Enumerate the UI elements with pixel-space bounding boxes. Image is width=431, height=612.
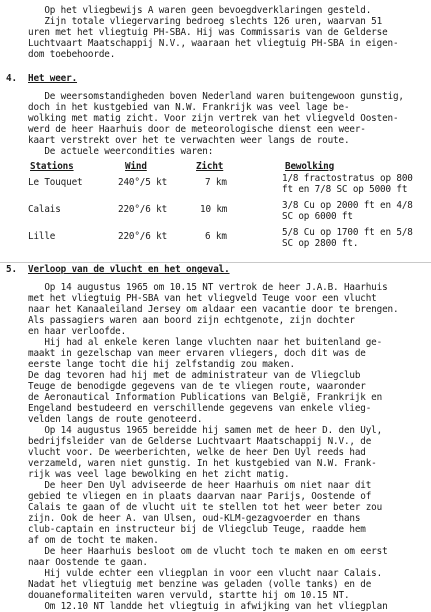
weather-line: wolking met matig zicht. Voor zijn vertrek van het vliegveld Oosten- [28,113,399,124]
narrative-line: Hij vulde echter een vliegplan in voor een vlucht naar Calais. [28,568,383,579]
table-header-wind: Wind [125,161,147,172]
table-header-stations: Stations [30,161,74,172]
narrative-line: Engeland bestudeerd en verschillende gegevens van enkele vlieg- [28,403,372,414]
narrative-line: de Aeronautical Information Publications van België, Frankrijk en [28,392,383,403]
table-cell-zicht: 10 km [200,204,228,215]
narrative-line: eerste lange tocht die hij zelfstandig zou maken. [28,359,295,370]
intro-line: Op het vliegbewijs A waren geen bevoegdverklaringen gesteld. [28,5,372,16]
weather-line: De weersomstandigheden boven Nederland waren buitengewoon gunstig, [28,91,404,102]
intro-line: dom toebehoorde. [28,49,116,60]
narrative-line: rijk was veel lage bewolking en het zicht matig. [28,469,290,480]
section-4-number: 4. [6,73,17,84]
narrative-line: Als passagiers waren aan boord zijn echtgenote, zijn dochter [28,315,355,326]
table-cell-bewolking: SC op 6000 ft [282,211,353,222]
narrative-line: Calais te gaan of de vlucht uit te stellen tot het weer beter zou [28,502,383,513]
narrative-line: De dag tevoren had hij met de administrateur van de Vliegclub [28,370,361,381]
table-cell-bewolking: 5/8 Cu op 1700 ft en 5/8 [282,227,413,238]
page-fold-line [0,262,431,263]
narrative-line: gebied te vliegen en in plaats daarvan naar Parijs, Oostende of [28,491,372,502]
narrative-line: De heer Haarhuis besloot om de vlucht toch te maken en om eerst [28,546,388,557]
table-cell-bewolking: 3/8 Cu op 2000 ft en 4/8 [282,200,413,211]
table-cell-wind: 240°/5 kt [118,177,168,188]
table-cell-bewolking: SC op 2800 ft. [282,238,359,249]
table-cell-bewolking: 1/8 fractostratus op 800 [282,173,413,184]
narrative-line: Op 14 augustus 1965 bereidde hij samen met de heer D. den Uyl, [28,425,383,436]
table-cell-wind: 220°/6 kt [118,231,168,242]
weather-line: doch in het kustgebied van N.W. Frankrijk was veel lage be- [28,102,350,113]
section-5-heading: Verloop van de vlucht en het ongeval. [28,264,230,275]
narrative-line: en haar verloofde. [28,326,127,337]
table-header-zicht: Zicht [196,161,224,172]
narrative-line: met het vliegtuig PH-SBA van het vliegveld Teuge voor een vlucht [28,293,377,304]
narrative-line: Op 14 augustus 1965 om 10.15 NT vertrok de heer J.A.B. Haarhuis [28,282,388,293]
table-cell-wind: 220°/6 kt [118,204,168,215]
table-cell-station: Calais [28,204,61,215]
narrative-line: af om de tocht te maken. [28,535,159,546]
narrative-line: club-captain en instructeur bij de Vliegclub Teuge, raadde hem [28,524,366,535]
table-cell-zicht: 6 km [205,231,227,242]
narrative-line: maakt in gezelschap van meer ervaren vliegers, doch dit was de [28,348,366,359]
table-cell-bewolking: ft en 7/8 SC op 5000 ft [282,184,408,195]
narrative-line: vlucht voor. De weerberichten, welke de heer Den Uyl reeds had [28,447,366,458]
narrative-line: naar het Kanaaleiland Jersey om aldaar een vacantie door te brengen. [28,304,399,315]
intro-line: Zijn totale vliegervaring bedroeg slechts 126 uren, waarvan 51 [28,16,383,27]
narrative-line: verzameld, waren niet gunstig. In het kustgebied van N.W. Frank- [28,458,377,469]
narrative-line: Nadat het vliegtuig met benzine was geladen (volle tanks) en de [28,579,372,590]
table-cell-zicht: 7 km [205,177,227,188]
narrative-line: bedrijfsleider van de Gelderse Luchtvaart Maatschappij N.V., de [28,436,372,447]
narrative-line: velden langs de route genoteerd. [28,414,203,425]
weather-line: De actuele weercondities waren: [28,146,214,157]
weather-line: kaart verstrekt over het te verwachten weer langs de route. [28,135,350,146]
narrative-line: naar Oostende te gaan. [28,557,148,568]
narrative-line: zijn. Ook de heer A. van Ulsen, oud-KLM-gezagvoerder en thans [28,513,361,524]
table-cell-station: Le Touquet [28,177,83,188]
narrative-line: Teuge de benodigde gegevens van de te vliegen route, waaronder [28,381,366,392]
weather-line: werd de heer Haarhuis door de meteorologische dienst een weer- [28,124,366,135]
narrative-line: De heer Den Uyl adviseerde de heer Haarhuis om niet naar dit [28,480,372,491]
section-4-heading: Het weer. [28,73,78,84]
intro-line: uren met het vliegtuig PH-SBA. Hij was Commissaris van de Gelderse [28,27,388,38]
intro-line: Luchtvaart Maatschappij N.V., waaraan het vliegtuig PH-SBA in eigen- [28,38,399,49]
narrative-line: douaneformaliteiten waren vervuld, startte hij om 10.15 NT. [28,590,350,601]
narrative-line: Om 12.10 NT landde het vliegtuig in afwijking van het vliegplan [28,601,388,612]
narrative-line: Hij had al enkele keren lange vluchten naar het buitenland ge- [28,337,383,348]
section-5-number: 5. [6,264,17,275]
table-cell-station: Lille [28,231,56,242]
table-header-bewolking: Bewolking [285,161,335,172]
